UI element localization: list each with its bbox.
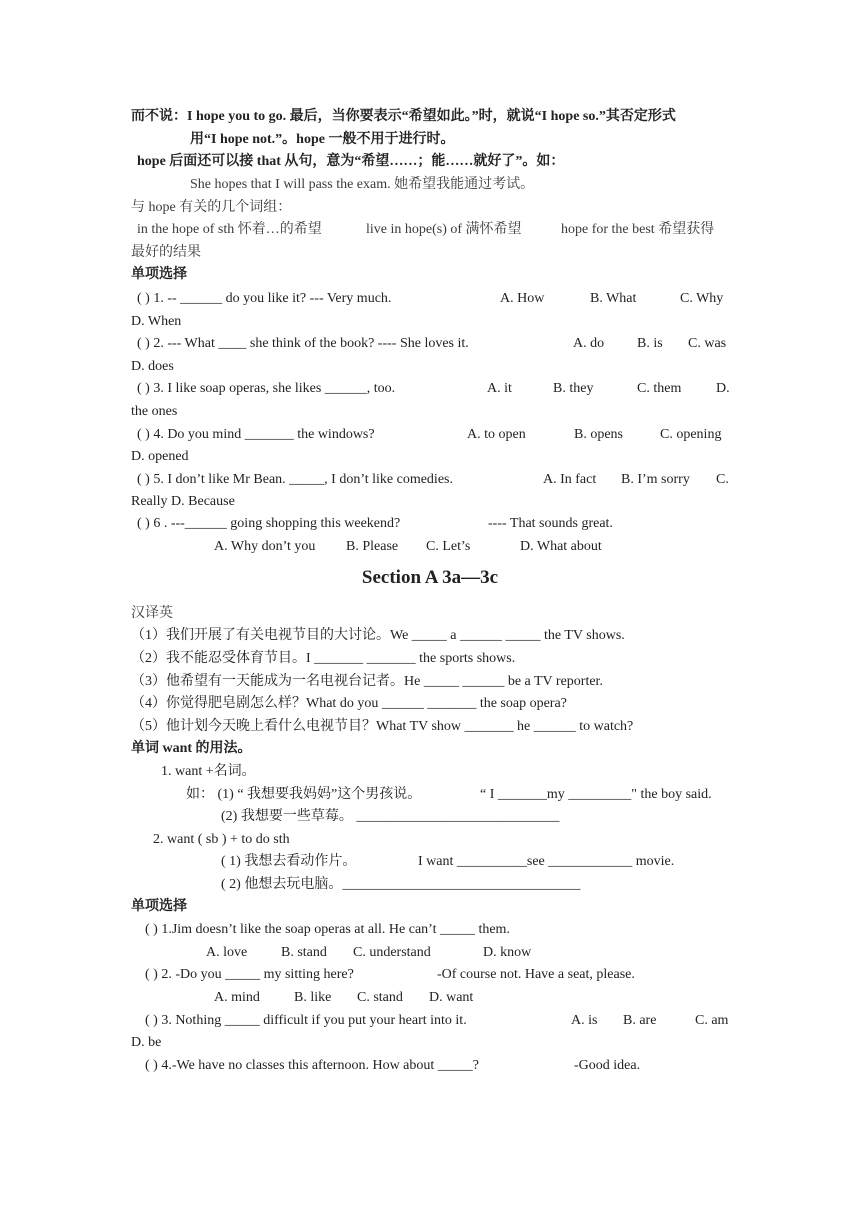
mc1-q5-option-cd: Really D. Because [131,494,235,509]
translate-heading: 汉译英 [131,606,173,621]
mc2-q4: ( ) 4.-We have no classes this afternoon. How about _____? [145,1058,480,1073]
translate-sentence-3: （3）他希望有一天能成为一名电视台记者。He _____ ______ be a TV reporter. [131,674,603,689]
mc1-q5: ( ) 5. I don’t like Mr Bean. _____, I don’t like comedies. [137,472,453,487]
mc1-q2-option-d: D. does [131,359,174,374]
mc1-q1-option-a: A. How [500,291,545,306]
mc1-q4-option-d: D. opened [131,449,189,464]
intro-line-3: hope 后面还可以接 that 从句，意为“希望……；能……就好了”。如： [137,154,565,169]
mc2-q3-option-b: B. are [623,1013,657,1028]
mc2-q2-option-c: C. stand [357,990,403,1005]
intro-line-1: 而不说：I hope you to go. 最后，当你要表示“希望如此。”时，就说“I hope so.”其否定形式 [131,109,676,124]
mc2-q2-response: -Of course not. Have a seat, please. [437,967,635,982]
want-example-4: ( 2) 他想去玩电脑。__________________________________ [221,877,581,892]
mc1-q4-option-c: C. opening [660,427,722,442]
mc2-q1-option-a: A. love [206,945,248,960]
want-heading: 单词 want 的用法。 [131,741,252,756]
phrase-hope-for-best: hope for the best 希望获得 [561,222,715,237]
mc1-q2-option-c: C. was [688,336,727,351]
mc1-q5-option-c-label: C. [716,472,729,487]
mc2-q1-option-b: B. stand [281,945,327,960]
intro-phrases-heading: 与 hope 有关的几个词组： [131,200,292,215]
mc1-q6-option-a: A. Why don’t you [214,539,316,554]
mc1-q4-option-b: B. opens [574,427,623,442]
mc1-q4: ( ) 4. Do you mind _______ the windows? [137,427,375,442]
mc1-q3-option-d: the ones [131,404,178,419]
mc1-q3-option-a: A. it [487,381,512,396]
mc2-q2: ( ) 2. -Do you _____ my sitting here? [145,967,354,982]
want-point-2: 2. want ( sb ) + to do sth [153,832,290,847]
mc1-q6-option-c: C. Let’s [426,539,471,554]
mc1-q3-option-d-label: D. [716,381,730,396]
mc2-q1: ( ) 1.Jim doesn’t like the soap operas at all. He can’t _____ them. [145,922,510,937]
mc2-q3-option-c: C. am [695,1013,729,1028]
mc1-q2: ( ) 2. --- What ____ she think of the book? ---- She loves it. [137,336,469,351]
mc1-q1: ( ) 1. -- ______ do you like it? --- Very much. [137,291,392,306]
translate-sentence-1: （1）我们开展了有关电视节目的大讨论。We _____ a ______ _____ the TV shows. [131,628,625,643]
mc2-q3-option-a: A. is [571,1013,598,1028]
translate-sentence-5: （5）他计划今天晚上看什么电视节目？What TV show _______ he ______ to watch? [131,719,634,734]
want-point-1: 1. want +名词。 [161,764,256,779]
mc1-q3-option-b: B. they [553,381,594,396]
phrase-hope-for-best-cont: 最好的结果 [131,245,201,260]
mc1-q6-response: ---- That sounds great. [488,516,613,531]
mc2-q1-option-d: D. know [483,945,532,960]
mc1-q1-option-c: C. Why [680,291,724,306]
mc2-q3-option-d: D. be [131,1035,162,1050]
phrase-in-hope-of: in the hope of sth 怀着…的希望 [137,222,322,237]
mc1-q1-option-d: D. When [131,314,182,329]
want-example-1-cn: 如： (1) “ 我想要我妈妈”这个男孩说。 [186,787,422,802]
mc1-q5-option-b: B. I’m sorry [621,472,690,487]
mc1-q5-option-a: A. In fact [543,472,597,487]
intro-line-2: 用“I hope not.”。hope 一般不用于进行时。 [190,132,455,147]
intro-example: She hopes that I will pass the exam. 她希望我能通过考试。 [190,177,535,192]
section-title: Section A 3a—3c [361,567,499,588]
want-example-3-en: I want __________see ____________ movie. [418,854,675,869]
mc2-q3: ( ) 3. Nothing _____ difficult if you put your heart into it. [145,1013,467,1028]
mc2-heading: 单项选择 [131,899,187,914]
mc2-q1-option-c: C. understand [353,945,431,960]
want-example-3-cn: ( 1) 我想去看动作片。 [221,854,357,869]
mc1-q4-option-a: A. to open [467,427,526,442]
mc1-heading: 单项选择 [131,267,187,282]
translate-sentence-2: （2）我不能忍受体育节目。I _______ _______ the sports shows. [131,651,516,666]
mc2-q2-option-d: D. want [429,990,474,1005]
want-example-1-en: “ I _______my _________" the boy said. [480,787,712,802]
translate-sentence-4: （4）你觉得肥皂剧怎么样？What do you ______ _______ the soap opera? [131,696,567,711]
mc1-q2-option-a: A. do [573,336,605,351]
phrase-live-in-hope: live in hope(s) of 满怀希望 [366,222,522,237]
mc1-q3-option-c: C. them [637,381,682,396]
mc1-q6-option-b: B. Please [346,539,399,554]
mc1-q3: ( ) 3. I like soap operas, she likes ______, too. [137,381,396,396]
mc2-q2-option-a: A. mind [214,990,260,1005]
mc2-q4-response: -Good idea. [574,1058,641,1073]
mc1-q2-option-b: B. is [637,336,663,351]
mc1-q6: ( ) 6 . ---______ going shopping this weekend? [137,516,401,531]
mc2-q2-option-b: B. like [294,990,332,1005]
want-example-2: (2) 我想要一些草莓。 _____________________________ [221,809,560,824]
mc1-q1-option-b: B. What [590,291,637,306]
mc1-q6-option-d: D. What about [520,539,602,554]
